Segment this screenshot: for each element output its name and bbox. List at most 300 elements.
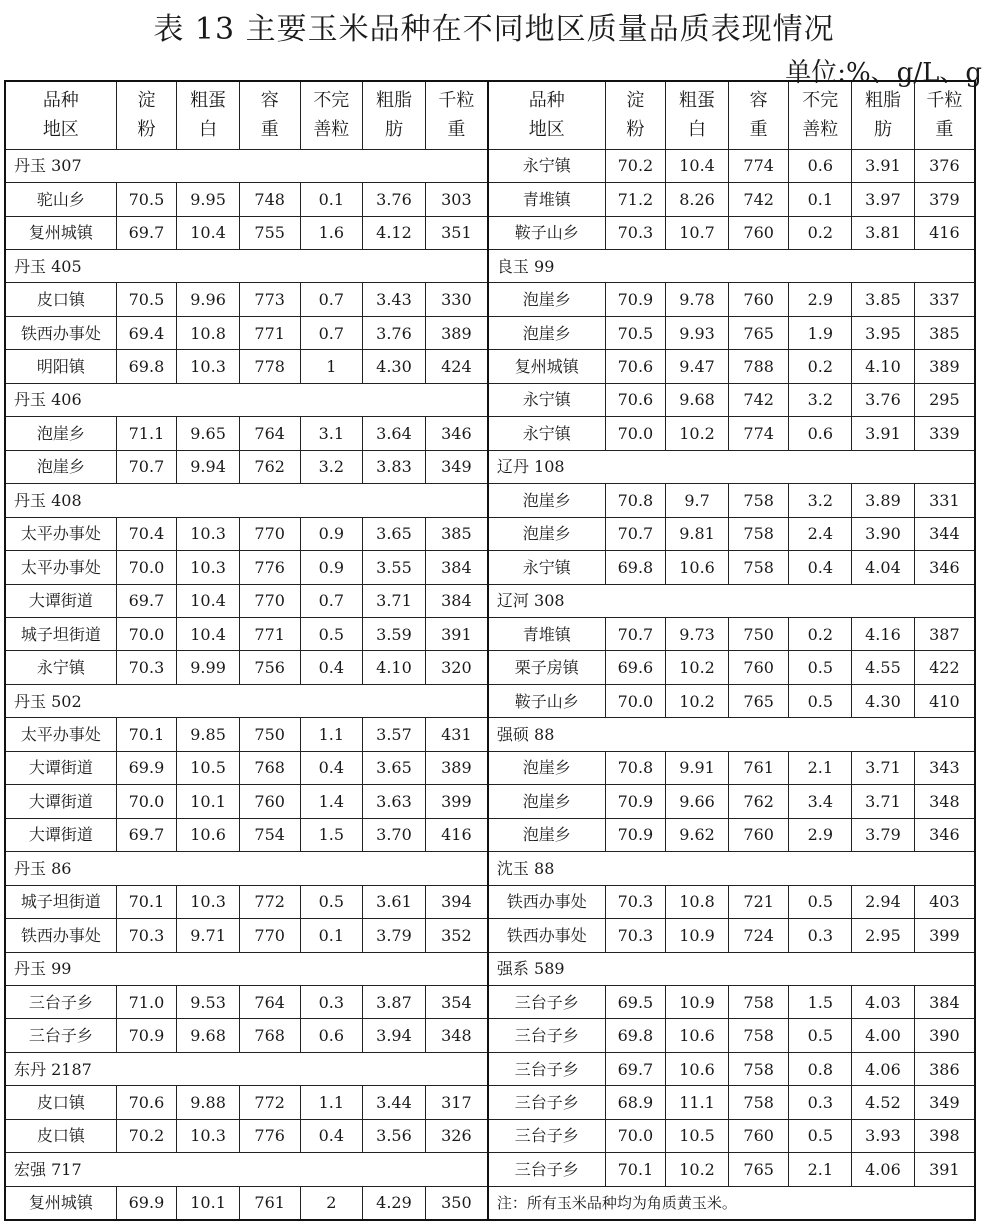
cell-region: 太平办事处 [5,517,116,550]
cell-protein: 8.26 [666,183,729,216]
cell-region: 永宁镇 [5,651,116,684]
cell-imperfect-kernel: 1.4 [300,785,363,818]
cell-kernel-weight: 389 [425,316,488,349]
cell-imperfect-kernel: 0.9 [300,517,363,550]
cell-starch: 70.8 [605,484,666,517]
cell-starch: 70.8 [605,751,666,784]
table-row [5,283,975,316]
cell-region: 永宁镇 [488,551,605,584]
cell-starch: 70.0 [605,417,666,450]
variety-name: 强系 589 [488,952,975,985]
cell-kernel-weight: 416 [425,818,488,851]
cell-fat: 3.57 [363,718,426,751]
cell-region: 鞍子山乡 [488,216,605,249]
cell-starch: 70.9 [605,283,666,316]
cell-bulk-density: 761 [239,1186,300,1220]
table-row [5,1119,975,1152]
cell-protein: 9.93 [666,316,729,349]
cell-fat: 3.76 [363,316,426,349]
cell-region: 复州城镇 [488,350,605,383]
cell-bulk-density: 776 [239,1119,300,1152]
cell-kernel-weight: 344 [914,517,975,550]
cell-protein: 10.8 [666,885,729,918]
cell-starch: 70.9 [605,785,666,818]
cell-region: 城子坦街道 [5,885,116,918]
cell-starch: 69.7 [116,818,177,851]
cell-fat: 3.90 [852,517,915,550]
cell-bulk-density: 758 [728,1019,789,1052]
table-row [5,417,975,450]
cell-protein: 10.4 [666,149,729,182]
header-line: 地区 [528,119,565,141]
cell-kernel-weight: 387 [914,617,975,650]
cell-protein: 9.91 [666,751,729,784]
table-row [5,651,975,684]
cell-bulk-density: 771 [239,617,300,650]
cell-region: 皮口镇 [5,283,116,316]
cell-bulk-density: 770 [239,919,300,952]
cell-imperfect-kernel: 0.2 [789,216,852,249]
header-line: 重 [935,119,954,141]
table-row [5,1186,975,1220]
cell-kernel-weight: 303 [425,183,488,216]
header-line: 粗蛋 [190,89,227,111]
cell-kernel-weight: 389 [425,751,488,784]
cell-fat: 3.76 [852,383,915,416]
cell-fat: 3.59 [363,617,426,650]
cell-starch: 70.3 [605,919,666,952]
cell-kernel-weight: 394 [425,885,488,918]
cell-starch: 71.2 [605,183,666,216]
cell-protein: 10.2 [666,684,729,717]
cell-fat: 4.55 [852,651,915,684]
header-line: 千粒 [926,89,963,111]
cell-protein: 10.9 [666,985,729,1018]
cell-fat: 3.91 [852,149,915,182]
cell-fat: 3.79 [852,818,915,851]
cell-fat: 3.85 [852,283,915,316]
header-bulk-density [239,81,300,149]
header-imperfect-kernel [300,81,363,149]
cell-imperfect-kernel: 0.9 [300,551,363,584]
table-row [5,1153,975,1186]
cell-starch: 68.9 [605,1086,666,1119]
cell-kernel-weight: 331 [914,484,975,517]
cell-starch: 70.1 [605,1153,666,1186]
cell-kernel-weight: 386 [914,1052,975,1085]
cell-region: 青堆镇 [488,183,605,216]
cell-protein: 9.73 [666,617,729,650]
cell-region: 鞍子山乡 [488,684,605,717]
cell-bulk-density: 760 [728,818,789,851]
cell-protein: 10.3 [177,551,240,584]
variety-name: 丹玉 406 [5,383,488,416]
cell-imperfect-kernel: 0.1 [300,183,363,216]
cell-kernel-weight: 320 [425,651,488,684]
cell-kernel-weight: 391 [425,617,488,650]
cell-starch: 70.5 [116,283,177,316]
cell-imperfect-kernel: 0.5 [789,1019,852,1052]
cell-imperfect-kernel: 0.6 [300,1019,363,1052]
cell-kernel-weight: 389 [914,350,975,383]
cell-bulk-density: 765 [728,684,789,717]
cell-imperfect-kernel: 0.5 [789,651,852,684]
cell-region: 三台子乡 [5,985,116,1018]
header-region [488,81,605,149]
cell-protein: 9.68 [177,1019,240,1052]
cell-starch: 69.5 [605,985,666,1018]
cell-fat: 3.83 [363,450,426,483]
cell-bulk-density: 750 [728,617,789,650]
cell-fat: 3.94 [363,1019,426,1052]
cell-starch: 70.2 [116,1119,177,1152]
cell-starch: 71.0 [116,985,177,1018]
table-row [5,383,975,416]
table-row [5,484,975,517]
cell-bulk-density: 772 [239,1086,300,1119]
cell-kernel-weight: 416 [914,216,975,249]
cell-kernel-weight: 379 [914,183,975,216]
header-kernel-weight [425,81,488,149]
cell-fat: 3.65 [363,517,426,550]
cell-imperfect-kernel: 0.7 [300,316,363,349]
header-line: 善粒 [313,119,350,141]
cell-imperfect-kernel: 0.1 [300,919,363,952]
cell-region: 永宁镇 [488,383,605,416]
cell-kernel-weight: 384 [425,551,488,584]
cell-imperfect-kernel: 0.3 [789,1086,852,1119]
cell-region: 泡崖乡 [5,417,116,450]
cell-imperfect-kernel: 3.1 [300,417,363,450]
cell-fat: 4.10 [852,350,915,383]
cell-kernel-weight: 422 [914,651,975,684]
cell-protein: 9.94 [177,450,240,483]
cell-region: 泡崖乡 [488,517,605,550]
cell-bulk-density: 764 [239,985,300,1018]
cell-fat: 3.87 [363,985,426,1018]
cell-protein: 10.2 [666,1153,729,1186]
cell-kernel-weight: 346 [425,417,488,450]
cell-starch: 70.0 [116,785,177,818]
header-row [5,81,975,149]
cell-imperfect-kernel: 2.9 [789,818,852,851]
cell-protein: 11.1 [666,1086,729,1119]
cell-region: 铁西办事处 [488,919,605,952]
cell-starch: 70.3 [116,651,177,684]
header-kernel-weight [914,81,975,149]
cell-imperfect-kernel: 0.4 [300,651,363,684]
header-line: 不完 [313,89,350,111]
cell-region: 铁西办事处 [488,885,605,918]
cell-imperfect-kernel: 0.2 [789,350,852,383]
cell-bulk-density: 742 [728,383,789,416]
cell-fat: 4.16 [852,617,915,650]
cell-bulk-density: 768 [239,1019,300,1052]
cell-starch: 70.1 [116,885,177,918]
cell-region: 三台子乡 [488,985,605,1018]
header-line: 白 [199,119,218,141]
cell-starch: 69.7 [116,584,177,617]
cell-fat: 4.30 [852,684,915,717]
table-row [5,852,975,885]
cell-fat: 3.71 [852,785,915,818]
cell-kernel-weight: 317 [425,1086,488,1119]
cell-imperfect-kernel: 0.5 [789,684,852,717]
cell-starch: 70.9 [116,1019,177,1052]
table-row [5,1019,975,1052]
cell-imperfect-kernel: 0.7 [300,283,363,316]
cell-protein: 10.6 [177,818,240,851]
header-line: 重 [260,119,279,141]
cell-fat: 3.43 [363,283,426,316]
cell-protein: 10.6 [666,1019,729,1052]
cell-imperfect-kernel: 2.1 [789,751,852,784]
quality-table [4,80,976,1221]
cell-protein: 9.95 [177,183,240,216]
cell-region: 青堆镇 [488,617,605,650]
cell-kernel-weight: 424 [425,350,488,383]
cell-starch: 69.8 [605,1019,666,1052]
cell-protein: 10.2 [666,651,729,684]
cell-fat: 3.61 [363,885,426,918]
cell-starch: 70.7 [605,517,666,550]
header-line: 容 [749,89,768,111]
table-row [5,751,975,784]
cell-bulk-density: 760 [728,216,789,249]
cell-starch: 70.5 [116,183,177,216]
table-row [5,919,975,952]
cell-bulk-density: 754 [239,818,300,851]
header-line: 不完 [802,89,839,111]
cell-protein: 9.47 [666,350,729,383]
cell-imperfect-kernel: 0.4 [300,1119,363,1152]
cell-protein: 10.2 [666,417,729,450]
cell-protein: 10.6 [666,1052,729,1085]
cell-starch: 70.5 [605,316,666,349]
variety-name: 丹玉 86 [5,852,488,885]
header-imperfect-kernel [789,81,852,149]
cell-bulk-density: 742 [728,183,789,216]
cell-fat: 2.95 [852,919,915,952]
cell-region: 泡崖乡 [488,283,605,316]
cell-region: 大谭街道 [5,751,116,784]
cell-bulk-density: 724 [728,919,789,952]
cell-bulk-density: 760 [239,785,300,818]
cell-fat: 4.52 [852,1086,915,1119]
header-line: 粗脂 [375,89,412,111]
cell-protein: 10.4 [177,617,240,650]
cell-imperfect-kernel: 0.6 [789,149,852,182]
table-row [5,517,975,550]
header-line: 重 [447,119,466,141]
cell-imperfect-kernel: 0.5 [300,617,363,650]
cell-imperfect-kernel: 3.2 [789,383,852,416]
cell-starch: 69.6 [605,651,666,684]
variety-name: 丹玉 307 [5,149,488,182]
cell-bulk-density: 774 [728,149,789,182]
cell-fat: 3.71 [852,751,915,784]
cell-protein: 9.62 [666,818,729,851]
cell-starch: 69.8 [116,350,177,383]
cell-starch: 70.6 [605,350,666,383]
cell-imperfect-kernel: 1.6 [300,216,363,249]
header-line: 粗蛋 [679,89,716,111]
cell-region: 大谭街道 [5,818,116,851]
cell-imperfect-kernel: 0.4 [300,751,363,784]
cell-kernel-weight: 399 [425,785,488,818]
cell-protein: 9.81 [666,517,729,550]
cell-imperfect-kernel: 0.1 [789,183,852,216]
cell-starch: 70.1 [116,718,177,751]
cell-kernel-weight: 384 [425,584,488,617]
header-fat [363,81,426,149]
cell-kernel-weight: 410 [914,684,975,717]
cell-kernel-weight: 354 [425,985,488,1018]
cell-region: 皮口镇 [5,1119,116,1152]
cell-bulk-density: 776 [239,551,300,584]
cell-imperfect-kernel: 0.8 [789,1052,852,1085]
cell-kernel-weight: 295 [914,383,975,416]
cell-starch: 69.7 [605,1052,666,1085]
cell-imperfect-kernel: 0.5 [300,885,363,918]
cell-fat: 4.29 [363,1186,426,1220]
cell-fat: 3.70 [363,818,426,851]
header-line: 粗脂 [864,89,901,111]
cell-kernel-weight: 339 [914,417,975,450]
cell-bulk-density: 761 [728,751,789,784]
table-row [5,1086,975,1119]
cell-imperfect-kernel: 2.9 [789,283,852,316]
cell-protein: 9.66 [666,785,729,818]
cell-region: 明阳镇 [5,350,116,383]
cell-starch: 70.0 [116,617,177,650]
cell-protein: 10.3 [177,517,240,550]
cell-fat: 3.56 [363,1119,426,1152]
cell-kernel-weight: 346 [914,551,975,584]
cell-fat: 3.55 [363,551,426,584]
table-row [5,818,975,851]
cell-kernel-weight: 385 [425,517,488,550]
header-line: 淀 [626,89,645,111]
cell-starch: 70.7 [116,450,177,483]
cell-protein: 9.71 [177,919,240,952]
cell-region: 铁西办事处 [5,919,116,952]
table-title: 表 13 主要玉米品种在不同地区质量品质表现情况 [153,12,835,47]
cell-starch: 70.0 [605,1119,666,1152]
cell-fat: 3.44 [363,1086,426,1119]
cell-protein: 10.3 [177,1119,240,1152]
cell-region: 三台子乡 [488,1119,605,1152]
header-line: 淀 [137,89,156,111]
cell-region: 泡崖乡 [5,450,116,483]
cell-bulk-density: 765 [728,1153,789,1186]
cell-fat: 3.81 [852,216,915,249]
cell-region: 泡崖乡 [488,818,605,851]
cell-fat: 3.95 [852,316,915,349]
cell-starch: 70.4 [116,517,177,550]
cell-bulk-density: 750 [239,718,300,751]
variety-name: 丹玉 405 [5,250,488,283]
cell-region: 泡崖乡 [488,316,605,349]
cell-imperfect-kernel: 0.7 [300,584,363,617]
cell-starch: 70.3 [116,919,177,952]
cell-imperfect-kernel: 0.6 [789,417,852,450]
cell-kernel-weight: 337 [914,283,975,316]
header-protein [177,81,240,149]
table-row [5,1052,975,1085]
table-row [5,350,975,383]
cell-imperfect-kernel: 3.4 [789,785,852,818]
cell-region: 三台子乡 [488,1019,605,1052]
variety-name: 辽河 308 [488,584,975,617]
cell-starch: 69.9 [116,1186,177,1220]
cell-kernel-weight: 385 [914,316,975,349]
cell-starch: 71.1 [116,417,177,450]
cell-kernel-weight: 431 [425,718,488,751]
cell-kernel-weight: 398 [914,1119,975,1152]
cell-fat: 4.06 [852,1153,915,1186]
cell-kernel-weight: 399 [914,919,975,952]
cell-imperfect-kernel: 1.1 [300,718,363,751]
table-row [5,149,975,182]
cell-region: 太平办事处 [5,718,116,751]
cell-kernel-weight: 390 [914,1019,975,1052]
cell-protein: 9.99 [177,651,240,684]
cell-protein: 10.1 [177,785,240,818]
cell-kernel-weight: 349 [425,450,488,483]
header-line: 重 [749,119,768,141]
unit-label: 单位:%、g/L、g [785,58,982,88]
cell-region: 皮口镇 [5,1086,116,1119]
cell-starch: 70.6 [116,1086,177,1119]
header-line: 肪 [384,119,403,141]
cell-protein: 9.96 [177,283,240,316]
cell-imperfect-kernel: 1.1 [300,1086,363,1119]
cell-region: 三台子乡 [488,1052,605,1085]
cell-imperfect-kernel: 3.2 [300,450,363,483]
cell-fat: 3.64 [363,417,426,450]
cell-fat: 4.03 [852,985,915,1018]
cell-bulk-density: 770 [239,517,300,550]
cell-fat: 4.30 [363,350,426,383]
cell-protein: 10.5 [177,751,240,784]
cell-imperfect-kernel: 1 [300,350,363,383]
cell-kernel-weight: 350 [425,1186,488,1220]
table-row [5,985,975,1018]
cell-bulk-density: 788 [728,350,789,383]
cell-region: 复州城镇 [5,1186,116,1220]
cell-imperfect-kernel: 0.5 [789,1119,852,1152]
cell-protein: 10.1 [177,1186,240,1220]
cell-region: 泡崖乡 [488,484,605,517]
cell-imperfect-kernel: 0.5 [789,885,852,918]
header-line: 地区 [42,119,79,141]
header-protein [666,81,729,149]
cell-fat: 2.94 [852,885,915,918]
table-note: 注：所有玉米品种均为角质黄玉米。 [488,1186,975,1220]
cell-imperfect-kernel: 0.4 [789,551,852,584]
cell-starch: 70.6 [605,383,666,416]
cell-kernel-weight: 352 [425,919,488,952]
cell-bulk-density: 758 [728,985,789,1018]
cell-bulk-density: 762 [239,450,300,483]
table-row [5,216,975,249]
cell-kernel-weight: 346 [914,818,975,851]
cell-protein: 9.7 [666,484,729,517]
variety-name: 丹玉 408 [5,484,488,517]
cell-starch: 69.8 [605,551,666,584]
cell-region: 太平办事处 [5,551,116,584]
